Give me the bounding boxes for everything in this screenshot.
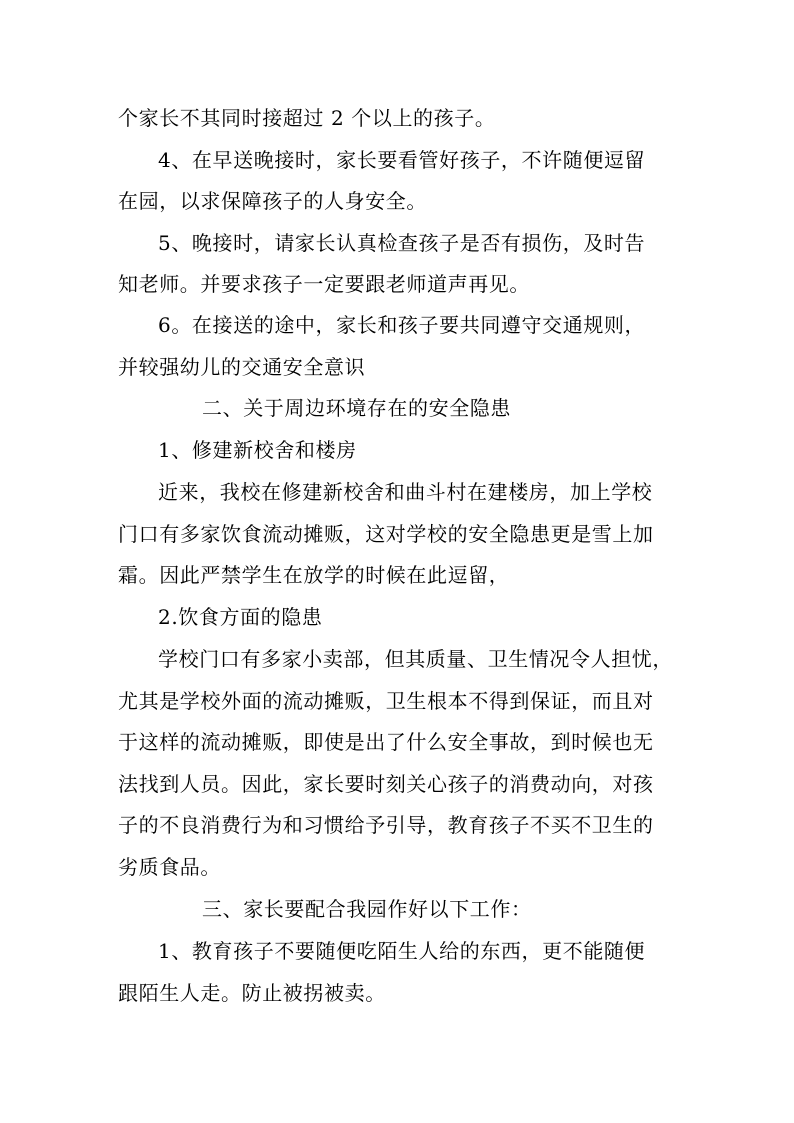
paragraph-line: 于这样的流动摊贩，即使是出了什么安全事故，到时候也无 <box>118 730 654 754</box>
paragraph-line: 子的不良消费行为和习惯给予引导，教育孩子不买不卫生的 <box>118 813 654 837</box>
paragraph-line: 霜。因此严禁学生在放学的时候在此逗留， <box>118 563 510 587</box>
paragraph-line: 并较强幼儿的交通安全意识 <box>118 355 366 379</box>
paragraph-line: 尤其是学校外面的流动摊贩，卫生根本不得到保证，而且对 <box>118 689 654 713</box>
section-heading: 三、家长要配合我园作好以下工作： <box>202 897 532 921</box>
paragraph-line: 6。在接送的途中，家长和孩子要共同遵守交通规则， <box>158 313 646 337</box>
paragraph-line: 个家长不其同时接超过 2 个以上的孩子。 <box>118 106 496 130</box>
paragraph-line: 知老师。并要求孩子一定要跟老师道声再见。 <box>118 272 530 296</box>
paragraph-line: 5、晚接时，请家长认真检查孩子是否有损伤，及时告 <box>158 231 646 255</box>
subsection-heading: 2.饮食方面的隐患 <box>158 605 323 629</box>
paragraph-line: 近来，我校在修建新校舍和曲斗村在建楼房，加上学校 <box>158 480 653 504</box>
paragraph-line: 学校门口有多家小卖部，但其质量、卫生情况令人担忧， <box>158 647 673 671</box>
paragraph-line: 4、在早送晚接时，家长要看管好孩子，不许随便逗留 <box>158 148 646 172</box>
paragraph-line: 劣质食品。 <box>118 855 221 879</box>
paragraph-line: 法找到人员。因此，家长要时刻关心孩子的消费动向，对孩 <box>118 772 654 796</box>
paragraph-line: 在园，以求保障孩子的人身安全。 <box>118 189 427 213</box>
subsection-heading: 1、修建新校舍和楼房 <box>158 438 357 462</box>
section-heading: 二、关于周边环境存在的安全隐患 <box>202 396 511 420</box>
paragraph-line: 跟陌生人走。防止被拐被卖。 <box>118 981 386 1005</box>
paragraph-line: 1、教育孩子不要随便吃陌生人给的东西，更不能随便 <box>158 939 646 963</box>
paragraph-line: 门口有多家饮食流动摊贩，这对学校的安全隐患更是雪上加 <box>118 522 654 546</box>
